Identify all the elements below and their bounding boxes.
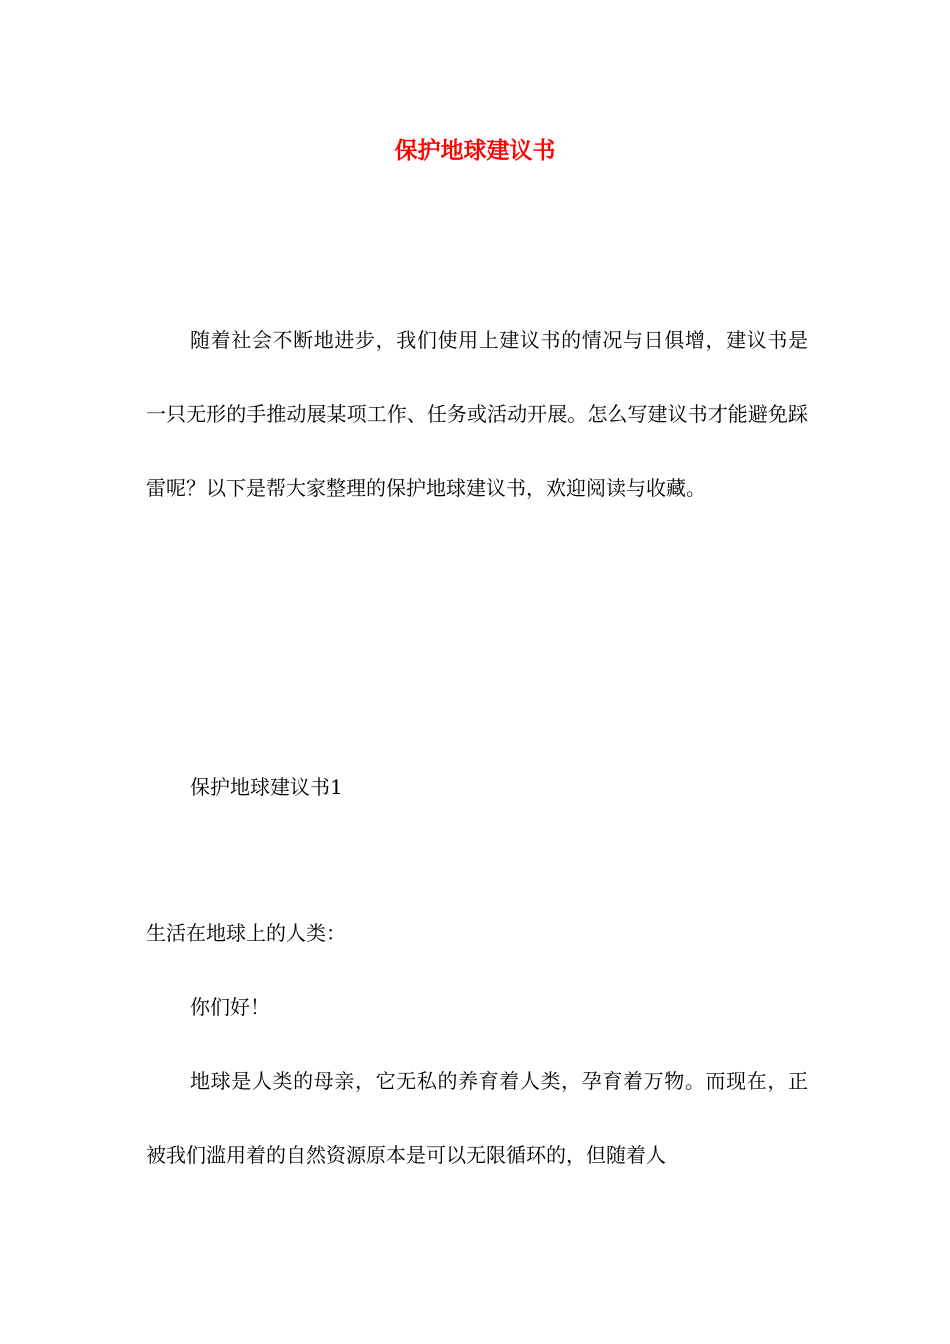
intro-paragraph: 随着社会不断地进步，我们使用上建议书的情况与日俱增，建议书是一只无形的手推动展某项工作、任务或活动开展。怎么写建议书才能避免踩雷呢？以下是帮大家整理的保护地球建议书，欢迎阅读与收藏。	[146, 328, 808, 500]
greeting-line: 你们好！	[190, 995, 270, 1019]
salutation-line: 生活在地球上的人类：	[146, 921, 346, 945]
section-heading: 保护地球建议书1	[190, 775, 343, 799]
body-paragraph: 地球是人类的母亲，它无私的养育着人类，孕育着万物。而现在，正被我们滥用着的自然资源原本是可以无限循环的，但随着人	[146, 1069, 808, 1167]
document-title: 保护地球建议书	[394, 137, 556, 164]
